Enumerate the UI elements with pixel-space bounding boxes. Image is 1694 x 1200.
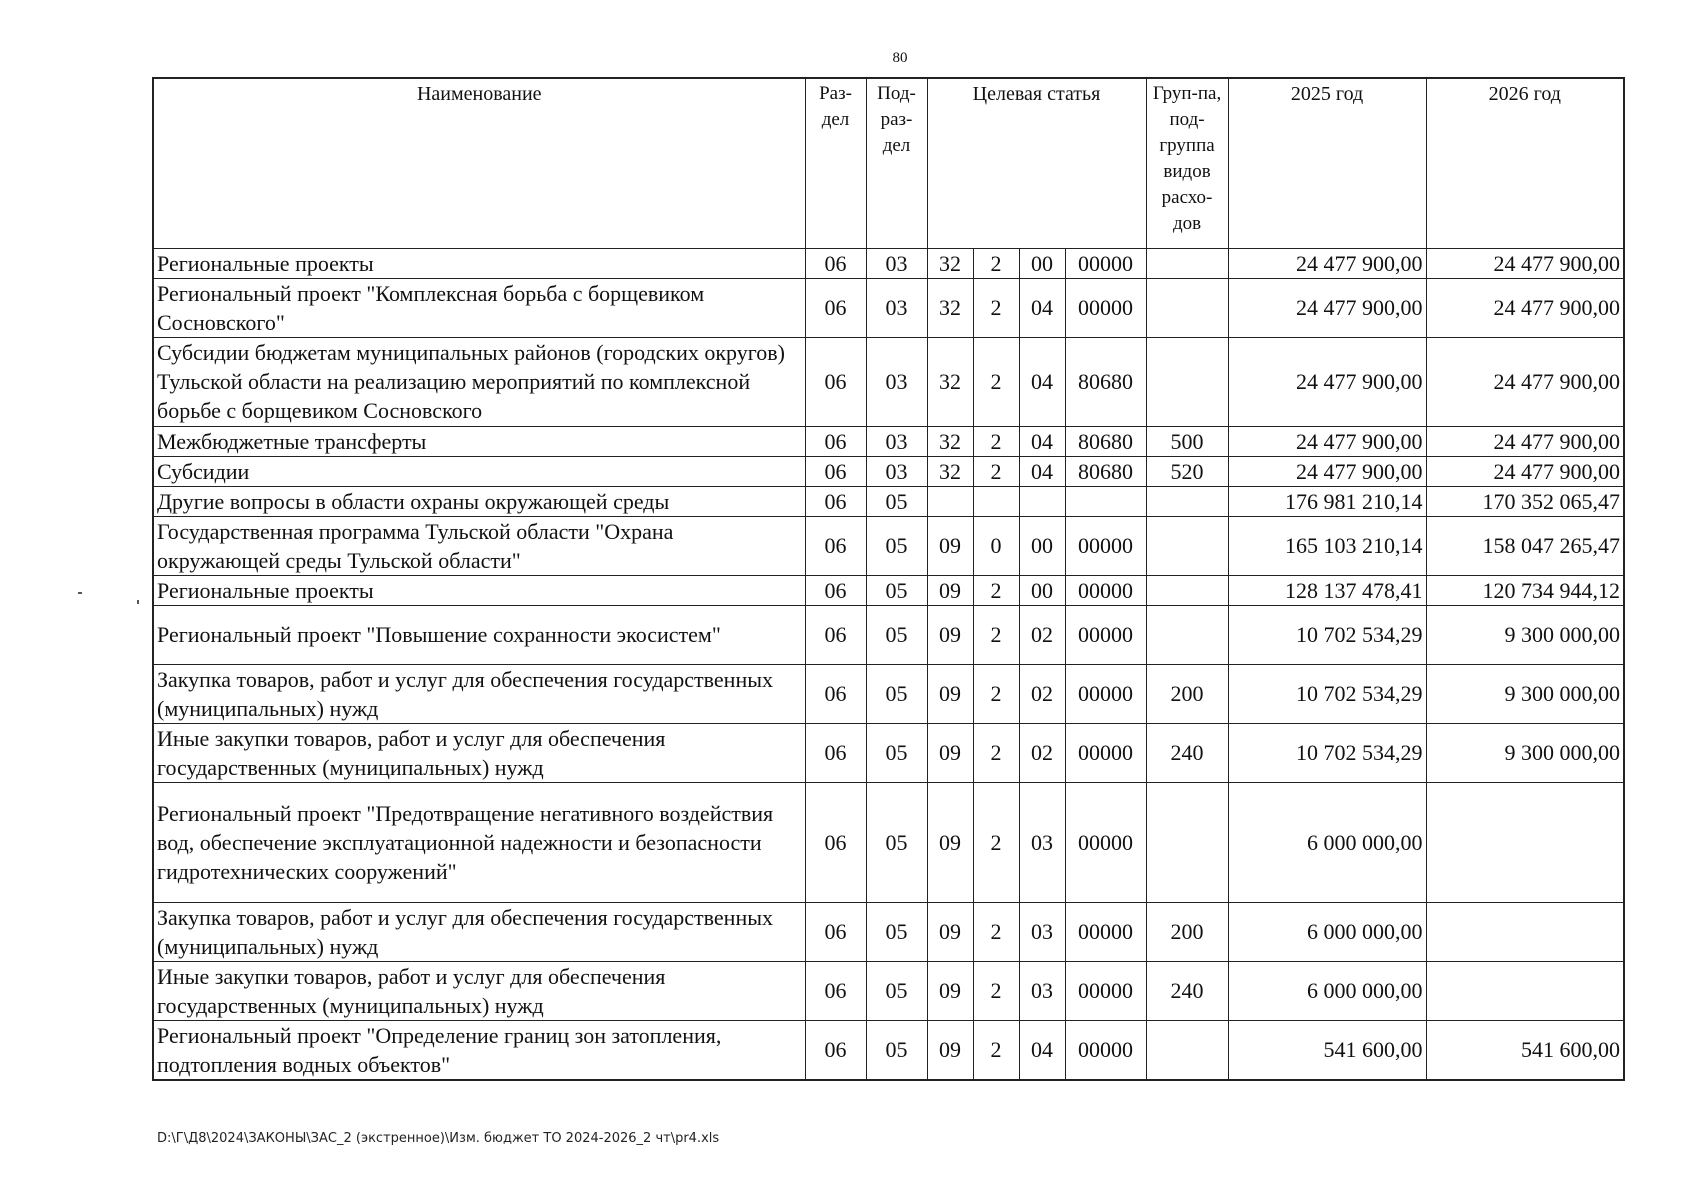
row-target-program: 09 <box>927 664 973 723</box>
row-target-program: 09 <box>927 723 973 782</box>
row-target-code: 00000 <box>1065 723 1146 782</box>
row-amount-2026: 24 477 900,00 <box>1426 278 1624 337</box>
row-expense-group <box>1146 782 1228 902</box>
row-target-code: 00000 <box>1065 961 1146 1020</box>
table-header-row <box>153 78 1624 248</box>
header-target-article: Целевая статья <box>927 78 1146 248</box>
row-expense-group: 240 <box>1146 723 1228 782</box>
row-amount-2025: 24 477 900,00 <box>1228 248 1426 278</box>
row-target-direction: 03 <box>1019 902 1065 961</box>
row-podrazdel: 05 <box>866 486 927 516</box>
row-expense-group <box>1146 575 1228 605</box>
table-row <box>153 902 1624 961</box>
row-podrazdel: 05 <box>866 664 927 723</box>
row-razdel: 06 <box>805 575 866 605</box>
table-row <box>153 516 1624 575</box>
row-target-code: 00000 <box>1065 664 1146 723</box>
row-target-program: 32 <box>927 456 973 486</box>
table-row <box>153 575 1624 605</box>
row-target-type: 2 <box>973 248 1019 278</box>
row-name: Региональный проект "Определение границ зон затопления, подтопления водных объектов" <box>153 1020 805 1080</box>
row-expense-group <box>1146 278 1228 337</box>
row-podrazdel: 03 <box>866 426 927 456</box>
row-amount-2025: 128 137 478,41 <box>1228 575 1426 605</box>
row-target-code: 80680 <box>1065 337 1146 426</box>
row-amount-2026: 24 477 900,00 <box>1426 426 1624 456</box>
row-expense-group <box>1146 1020 1228 1080</box>
row-target-program: 32 <box>927 248 973 278</box>
row-razdel: 06 <box>805 337 866 426</box>
row-target-code: 00000 <box>1065 902 1146 961</box>
page-number: 80 <box>892 50 908 66</box>
row-target-program: 09 <box>927 575 973 605</box>
row-expense-group <box>1146 486 1228 516</box>
row-name: Закупка товаров, работ и услуг для обеспечения государственных (муниципальных) нужд <box>153 902 805 961</box>
row-target-program <box>927 486 973 516</box>
row-target-program: 09 <box>927 782 973 902</box>
row-target-program: 32 <box>927 426 973 456</box>
row-target-type: 2 <box>973 782 1019 902</box>
row-target-code: 00000 <box>1065 605 1146 664</box>
row-target-program: 09 <box>927 516 973 575</box>
row-podrazdel: 03 <box>866 456 927 486</box>
row-podrazdel: 05 <box>866 1020 927 1080</box>
row-target-type: 0 <box>973 516 1019 575</box>
row-podrazdel: 03 <box>866 278 927 337</box>
row-amount-2025: 6 000 000,00 <box>1228 782 1426 902</box>
row-amount-2026: 24 477 900,00 <box>1426 248 1624 278</box>
row-target-type: 2 <box>973 1020 1019 1080</box>
row-expense-group <box>1146 516 1228 575</box>
row-name: Региональные проекты <box>153 248 805 278</box>
row-podrazdel: 05 <box>866 961 927 1020</box>
row-name: Другие вопросы в области охраны окружающей среды <box>153 486 805 516</box>
header-name: Наименование <box>153 78 805 248</box>
row-name: Государственная программа Тульской области "Охрана окружающей среды Тульской области" <box>153 516 805 575</box>
row-amount-2026: 9 300 000,00 <box>1426 723 1624 782</box>
row-name: Иные закупки товаров, работ и услуг для обеспечения государственных (муниципальных) нужд <box>153 723 805 782</box>
row-name: Закупка товаров, работ и услуг для обеспечения государственных (муниципальных) нужд <box>153 664 805 723</box>
row-razdel: 06 <box>805 664 866 723</box>
row-target-direction: 00 <box>1019 248 1065 278</box>
row-amount-2025: 24 477 900,00 <box>1228 456 1426 486</box>
row-amount-2025: 165 103 210,14 <box>1228 516 1426 575</box>
row-target-direction: 04 <box>1019 456 1065 486</box>
row-amount-2025: 24 477 900,00 <box>1228 278 1426 337</box>
row-razdel: 06 <box>805 456 866 486</box>
row-expense-group <box>1146 337 1228 426</box>
scan-speck <box>137 600 139 604</box>
row-amount-2026: 24 477 900,00 <box>1426 456 1624 486</box>
row-razdel: 06 <box>805 902 866 961</box>
row-target-type: 2 <box>973 902 1019 961</box>
row-target-type: 2 <box>973 337 1019 426</box>
row-expense-group: 200 <box>1146 902 1228 961</box>
row-expense-group: 200 <box>1146 664 1228 723</box>
row-amount-2026: 158 047 265,47 <box>1426 516 1624 575</box>
table-row <box>153 337 1624 426</box>
row-target-code: 00000 <box>1065 1020 1146 1080</box>
row-target-direction: 03 <box>1019 782 1065 902</box>
row-target-program: 09 <box>927 605 973 664</box>
row-amount-2026 <box>1426 961 1624 1020</box>
row-podrazdel: 03 <box>866 248 927 278</box>
row-amount-2026: 120 734 944,12 <box>1426 575 1624 605</box>
row-razdel: 06 <box>805 782 866 902</box>
row-podrazdel: 05 <box>866 902 927 961</box>
row-expense-group: 500 <box>1146 426 1228 456</box>
row-razdel: 06 <box>805 248 866 278</box>
table-body <box>153 248 1624 1080</box>
row-target-code: 00000 <box>1065 575 1146 605</box>
row-target-type <box>973 486 1019 516</box>
row-target-type: 2 <box>973 278 1019 337</box>
row-target-code: 80680 <box>1065 456 1146 486</box>
header-year-2025: 2025 год <box>1228 78 1426 248</box>
row-razdel: 06 <box>805 605 866 664</box>
table-row <box>153 248 1624 278</box>
row-target-type: 2 <box>973 575 1019 605</box>
row-razdel: 06 <box>805 278 866 337</box>
row-target-code <box>1065 486 1146 516</box>
row-name: Региональный проект "Комплексная борьба с борщевиком Сосновского" <box>153 278 805 337</box>
table-row <box>153 456 1624 486</box>
row-name: Региональный проект "Предотвращение негативного воздействия вод, обеспечение эксплуатационной надежности и безопасности гидротехнических сооружений" <box>153 782 805 902</box>
scan-speck <box>78 592 82 594</box>
row-target-type: 2 <box>973 426 1019 456</box>
row-amount-2026: 170 352 065,47 <box>1426 486 1624 516</box>
row-podrazdel: 05 <box>866 516 927 575</box>
row-target-program: 32 <box>927 337 973 426</box>
row-target-program: 09 <box>927 902 973 961</box>
table-row <box>153 605 1624 664</box>
row-amount-2025: 6 000 000,00 <box>1228 902 1426 961</box>
row-amount-2026 <box>1426 782 1624 902</box>
row-target-code: 00000 <box>1065 516 1146 575</box>
table-row <box>153 426 1624 456</box>
row-target-code: 00000 <box>1065 782 1146 902</box>
row-name: Иные закупки товаров, работ и услуг для обеспечения государственных (муниципальных) нужд <box>153 961 805 1020</box>
row-amount-2026: 9 300 000,00 <box>1426 605 1624 664</box>
row-expense-group: 240 <box>1146 961 1228 1020</box>
row-podrazdel: 05 <box>866 782 927 902</box>
header-expense-group: Груп-па, под-группа видов расхо-дов <box>1146 78 1228 248</box>
row-amount-2025: 24 477 900,00 <box>1228 337 1426 426</box>
table-row <box>153 486 1624 516</box>
row-amount-2025: 10 702 534,29 <box>1228 723 1426 782</box>
row-target-type: 2 <box>973 456 1019 486</box>
row-target-direction: 04 <box>1019 1020 1065 1080</box>
footer-file-path: D:\Г\Д8\2024\ЗАКОНЫ\ЗАС_2 (экстренное)\Изм. бюджет ТО 2024-2026_2 чт\pr4.xls <box>157 1131 720 1146</box>
row-target-code: 00000 <box>1065 248 1146 278</box>
row-name: Региональный проект "Повышение сохранности экосистем" <box>153 605 805 664</box>
table-row <box>153 1020 1624 1080</box>
row-target-type: 2 <box>973 723 1019 782</box>
row-amount-2025: 541 600,00 <box>1228 1020 1426 1080</box>
header-razdel: Раз-дел <box>805 78 866 248</box>
table-row <box>153 782 1624 902</box>
row-target-direction: 00 <box>1019 575 1065 605</box>
row-target-code: 00000 <box>1065 278 1146 337</box>
row-amount-2025: 10 702 534,29 <box>1228 605 1426 664</box>
row-target-direction: 02 <box>1019 605 1065 664</box>
row-name: Субсидии <box>153 456 805 486</box>
row-target-program: 32 <box>927 278 973 337</box>
row-amount-2026: 541 600,00 <box>1426 1020 1624 1080</box>
row-amount-2025: 24 477 900,00 <box>1228 426 1426 456</box>
row-target-direction: 04 <box>1019 426 1065 456</box>
row-podrazdel: 05 <box>866 723 927 782</box>
row-amount-2025: 10 702 534,29 <box>1228 664 1426 723</box>
row-amount-2025: 176 981 210,14 <box>1228 486 1426 516</box>
row-expense-group <box>1146 605 1228 664</box>
header-year-2026: 2026 год <box>1426 78 1624 248</box>
header-podrazdel: Под-раз-дел <box>866 78 927 248</box>
row-podrazdel: 05 <box>866 575 927 605</box>
row-target-code: 80680 <box>1065 426 1146 456</box>
row-razdel: 06 <box>805 426 866 456</box>
row-target-program: 09 <box>927 1020 973 1080</box>
table-row <box>153 278 1624 337</box>
table-row <box>153 961 1624 1020</box>
row-amount-2026: 9 300 000,00 <box>1426 664 1624 723</box>
row-target-direction: 02 <box>1019 723 1065 782</box>
row-amount-2025: 6 000 000,00 <box>1228 961 1426 1020</box>
row-target-direction: 04 <box>1019 337 1065 426</box>
row-amount-2026: 24 477 900,00 <box>1426 337 1624 426</box>
budget-table <box>152 77 1625 1081</box>
row-amount-2026 <box>1426 902 1624 961</box>
row-expense-group: 520 <box>1146 456 1228 486</box>
row-target-direction: 04 <box>1019 278 1065 337</box>
row-podrazdel: 05 <box>866 605 927 664</box>
row-name: Субсидии бюджетам муниципальных районов (городских округов) Тульской области на реализацию мероприятий по комплексной борьбе с борщевиком Сосновского <box>153 337 805 426</box>
row-expense-group <box>1146 248 1228 278</box>
row-razdel: 06 <box>805 516 866 575</box>
table-row <box>153 664 1624 723</box>
row-target-direction: 03 <box>1019 961 1065 1020</box>
row-razdel: 06 <box>805 723 866 782</box>
row-target-direction: 02 <box>1019 664 1065 723</box>
row-name: Межбюджетные трансферты <box>153 426 805 456</box>
table-row <box>153 723 1624 782</box>
row-target-type: 2 <box>973 961 1019 1020</box>
row-razdel: 06 <box>805 1020 866 1080</box>
row-name: Региональные проекты <box>153 575 805 605</box>
row-target-type: 2 <box>973 605 1019 664</box>
row-target-direction <box>1019 486 1065 516</box>
row-target-direction: 00 <box>1019 516 1065 575</box>
row-target-program: 09 <box>927 961 973 1020</box>
row-podrazdel: 03 <box>866 337 927 426</box>
row-razdel: 06 <box>805 961 866 1020</box>
row-razdel: 06 <box>805 486 866 516</box>
row-target-type: 2 <box>973 664 1019 723</box>
